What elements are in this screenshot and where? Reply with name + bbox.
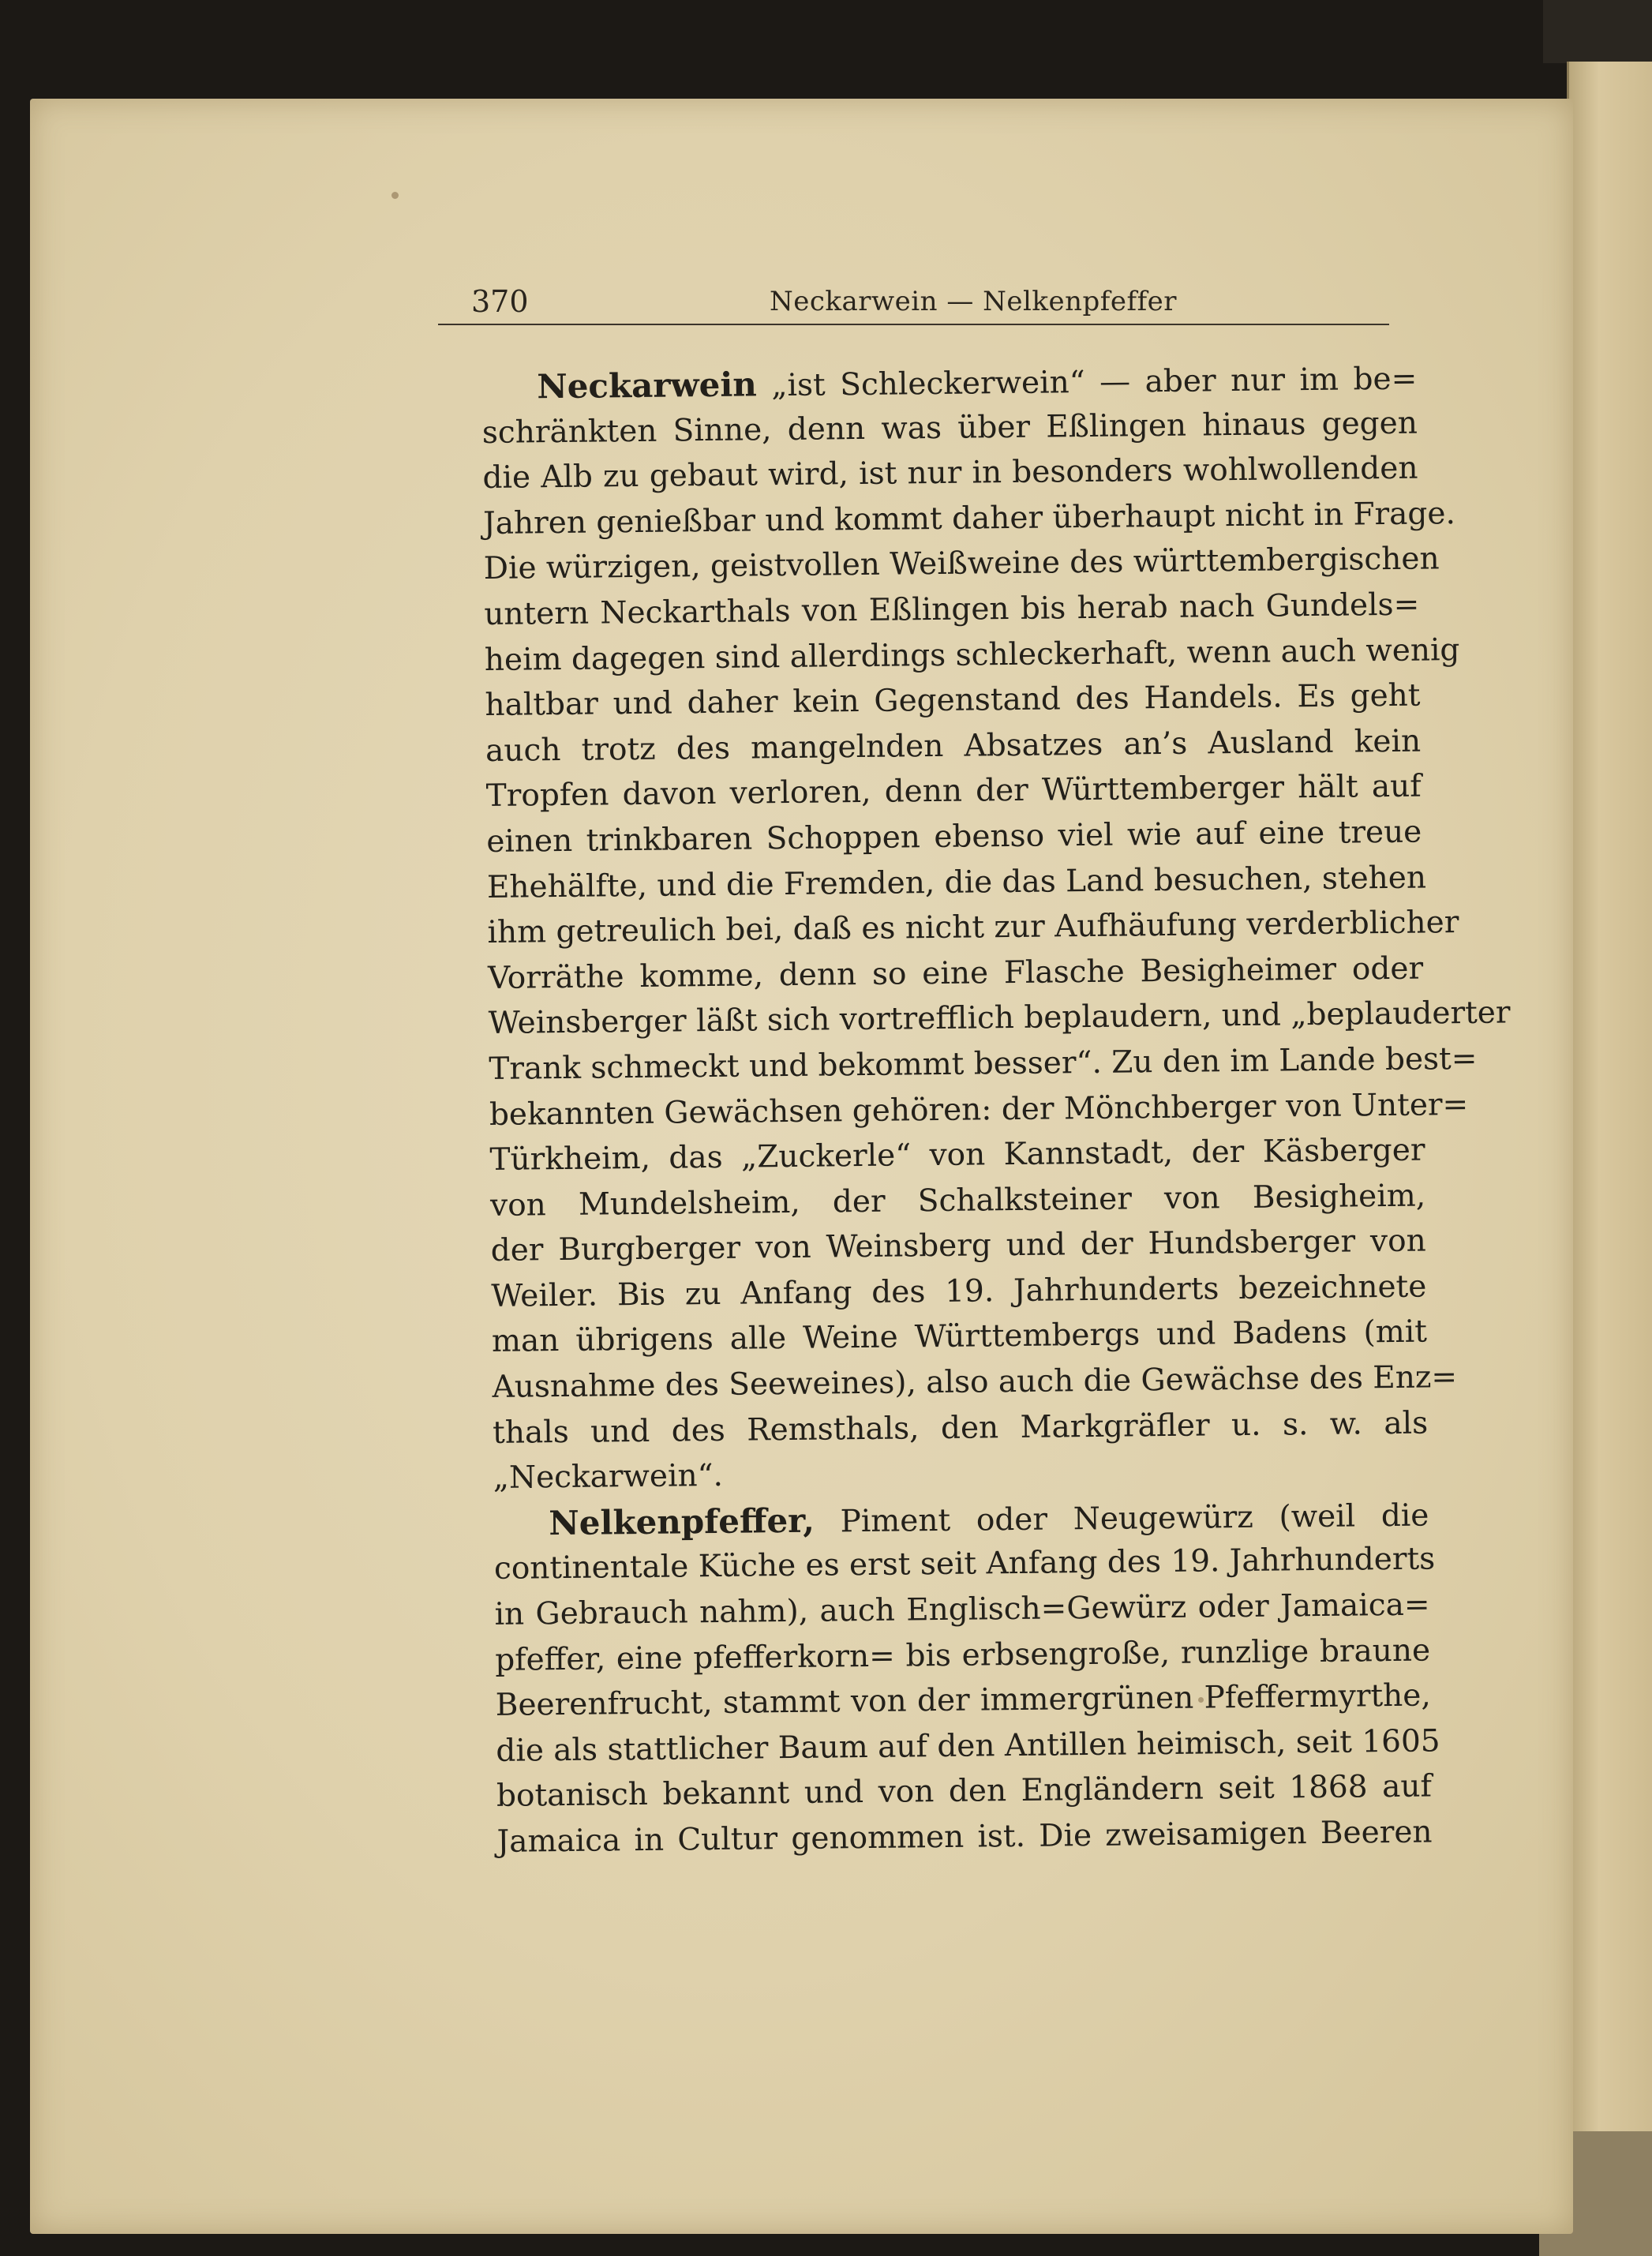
foxing-spot: [391, 192, 399, 199]
text-line: botanisch bekannt und von den Engländern seit 1868 auf: [496, 1768, 1433, 1815]
text-line: thals und des Remsthals, den Markgräfler u. s. w. als: [492, 1405, 1429, 1451]
text-line: der Burgberger von Weinsberg und der Hundsberger von: [490, 1223, 1426, 1269]
headword-neckarwein: Neckarwein: [537, 365, 758, 407]
text-line: heim dagegen sind allerdings schleckerhaft, wenn auch wenig: [484, 631, 1460, 678]
text-line: Jamaica in Cultur genommen ist. Die zweisamigen Beeren: [496, 1814, 1433, 1860]
headword-nelkenpfeffer: Nelkenpfeffer,: [549, 1501, 815, 1543]
page-number: 370: [471, 284, 529, 319]
text-line: Neckarwein „ist Schleckerwein“ — aber nur im be=: [537, 361, 1418, 407]
text-line: continentale Küche es erst seit Anfang des 19. Jahrhunderts: [493, 1541, 1436, 1587]
text-line: Weinsberger läßt sich vortrefflich beplaudern, und „beplauderter: [488, 995, 1511, 1042]
text-line: Nelkenpfeffer, Piment oder Neugewürz (weil die: [549, 1497, 1429, 1543]
text-line: einen trinkbaren Schoppen ebenso viel wie auf eine treue: [486, 814, 1422, 860]
text-line: die Alb zu gebaut wird, ist nur in besonders wohlwollenden: [482, 450, 1418, 497]
text-line: schränkten Sinne, denn was über Eßlingen hinaus gegen: [481, 405, 1418, 451]
text-line: Vorräthe komme, denn so eine Flasche Besigheimer oder: [487, 950, 1424, 996]
text-line: man übrigens alle Weine Württembergs und Badens (mit: [491, 1314, 1428, 1360]
text-line: Weiler. Bis zu Anfang des 19. Jahrhunderts bezeichnete: [491, 1269, 1427, 1314]
text-line: bekannten Gewächsen gehören: der Mönchberger von Unter=: [489, 1086, 1469, 1133]
text-line: die als stattlicher Baum auf den Antillen heimisch, seit 1605: [496, 1723, 1440, 1769]
text-line: in Gebrauch nahm), auch Englisch=Gewürz oder Jamaica=: [494, 1587, 1430, 1632]
text-line: Trank schmeckt und bekommt besser“. Zu den im Lande best=: [489, 1040, 1478, 1087]
text-line: Ausnahme des Seeweines), also auch die Gewächse des Enz=: [492, 1359, 1458, 1405]
text-line: Türkheim, das „Zuckerle“ von Kannstadt, der Käsberger: [489, 1132, 1425, 1179]
text-line: Tropfen davon verloren, denn der Württemberger hält auf: [485, 768, 1422, 815]
text-line: Ehehälfte, und die Fremden, die das Land besuchen, stehen: [486, 860, 1427, 905]
text-line: pfeffer, eine pfefferkorn= bis erbsengroße, runzlige braune: [494, 1632, 1431, 1678]
text-line: auch trotz des mangelnden Absatzes an’s Ausland kein: [485, 723, 1422, 769]
running-head: [438, 283, 1389, 325]
text-line: ihm getreulich bei, daß es nicht zur Aufhäufung verderblicher: [487, 905, 1459, 951]
text-line: Jahren genießbar und kommt daher überhaupt nicht in Frage.: [482, 495, 1456, 542]
text-line: haltbar und daher kein Gegenstand des Handels. Es geht: [485, 677, 1421, 724]
text-line: Beerenfrucht, stammt von der immergrünen Pfeffermyrthe,: [495, 1677, 1431, 1724]
text-line: von Mundelsheim, der Schalksteiner von Besigheim,: [489, 1178, 1426, 1224]
binding-strip: [1543, 0, 1652, 63]
next-page-edge: [1567, 62, 1652, 2240]
text-line: Die würzigen, geistvollen Weißweine des württembergischen: [483, 541, 1440, 587]
body-text: [481, 355, 1511, 1865]
running-head-title: Neckarwein — Nelkenpfeffer: [770, 286, 1178, 317]
text-line: untern Neckarthals von Eßlingen bis herab nach Gundels=: [484, 586, 1420, 632]
text-line: „Neckarwein“.: [493, 1458, 724, 1497]
